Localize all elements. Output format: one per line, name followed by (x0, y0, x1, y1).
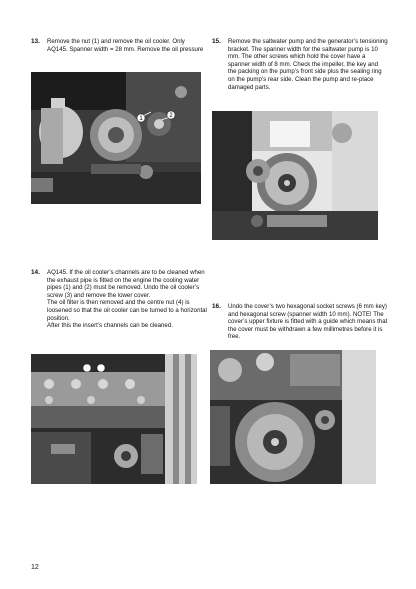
photo-oil-cooler-channels (31, 354, 197, 484)
step-text (228, 38, 388, 91)
step-paragraph: Undo the cover’s two hexagonal socket screws (6 mm key) and hexagonal screw (spanner width 10 mm). NOTE! The cover’s upper fixture is fitted with a guide which means that the cover must be withdrawn a few millimetres before it is free. (228, 303, 388, 341)
photo-cover-removal (210, 350, 376, 484)
photo-saltwater-pump (212, 111, 378, 240)
step-number: 15. (212, 38, 221, 45)
step-paragraph: Remove the saltwater pump and the generator’s tensioning bracket. The spanner width for the saltwater pump is 10 mm. The other screws which hold the cover have a spanner width of 8 mm. Check the impeller, the key and the packing on the pump’s front side plus the sealing ring on the pump’s rear side. Clean the pump and re-place damaged parts. (228, 38, 388, 91)
step-paragraph: The oil filter is then removed and the centre nut (4) is loosened so that the oil cooler can be turned to a horizontal position. (47, 299, 207, 322)
step-number: 14. (31, 269, 40, 276)
callout-label: 1 (139, 116, 143, 122)
engine-photo-illustration (212, 111, 378, 240)
photo-oil-cooler (31, 72, 201, 204)
step-number: 13. (31, 38, 40, 45)
step-paragraph: Remove the nut (1) and remove the oil cooler. Only AQ145. Spanner width = 28 mm. Remove the oil pressure (47, 38, 204, 53)
page-number: 12 (31, 564, 39, 571)
step-number: 16. (212, 303, 221, 310)
step-paragraph: After this the insert’s channels can be cleaned. (47, 322, 173, 330)
engine-photo-illustration (210, 350, 376, 484)
step-paragraph: AQ145. If the oil cooler’s channels are to be cleaned when the exhaust pipe is fitted on the engine the cooling water pipes (1) and (2) must be removed. Undo the oil cooler’s screw (3) and remove the lower cover. (47, 269, 205, 299)
step-text (228, 303, 388, 341)
step-text (47, 38, 205, 53)
callout-label: 2 (169, 113, 173, 119)
step-text (47, 269, 207, 330)
engine-photo-illustration (31, 354, 197, 484)
engine-photo-illustration (31, 72, 201, 204)
